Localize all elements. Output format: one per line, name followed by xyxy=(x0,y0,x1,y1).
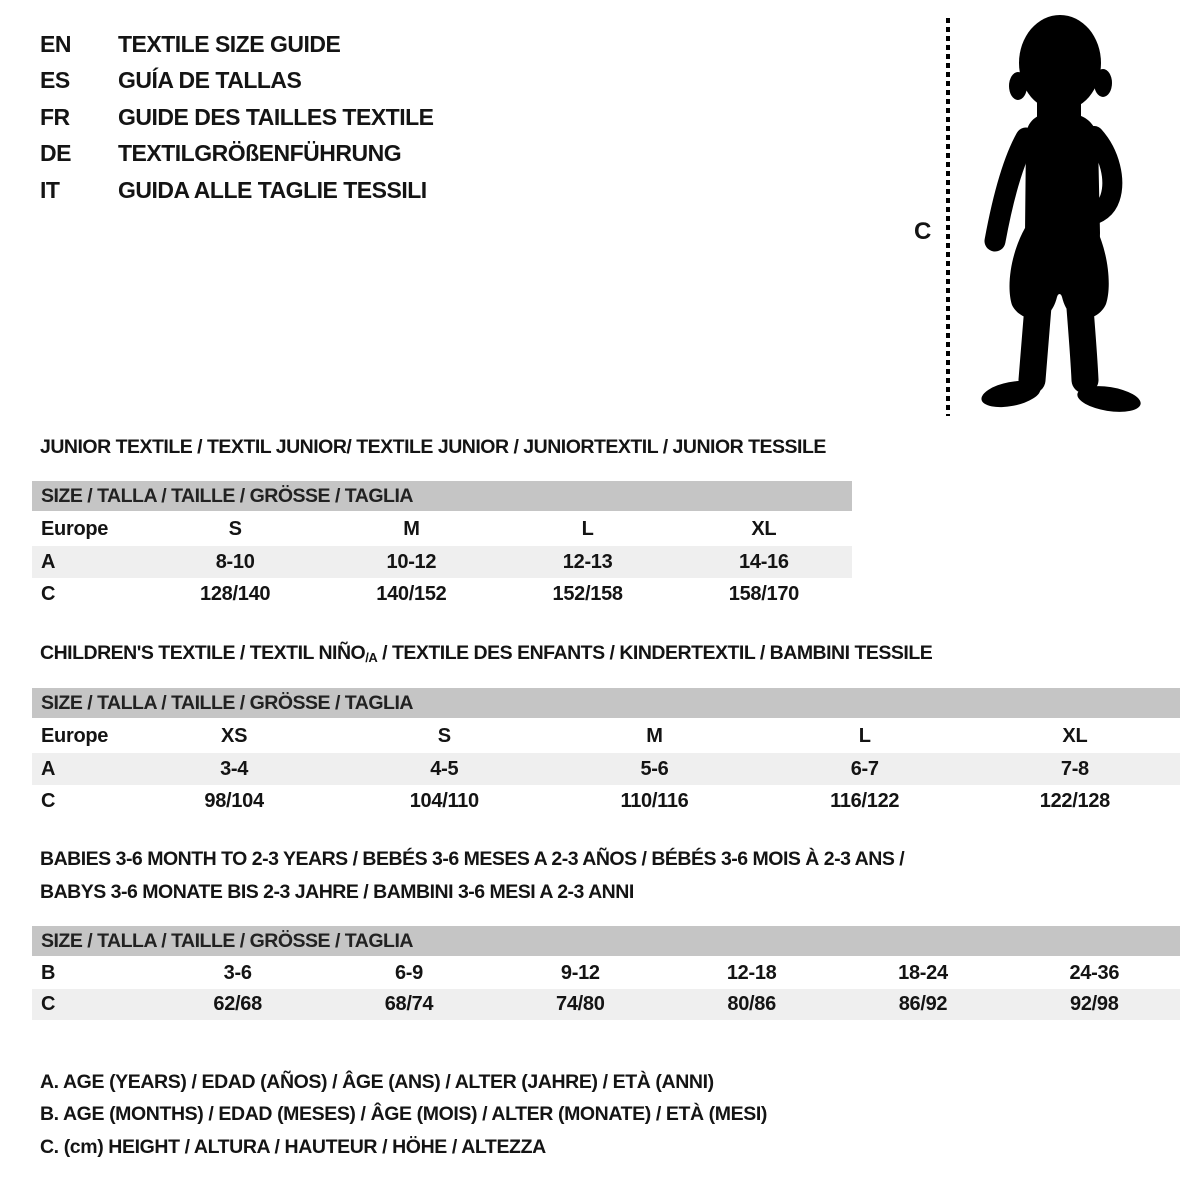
language-code: DE xyxy=(40,140,71,167)
size-column-header: L xyxy=(581,518,594,540)
table-cell: 12-18 xyxy=(726,962,777,984)
language-label: GUIDA ALLE TAGLIE TESSILI xyxy=(118,176,427,203)
children-row-age xyxy=(32,753,1180,785)
table-cell: 122/128 xyxy=(1039,789,1110,812)
language-row-fr xyxy=(40,99,434,136)
children-title-text: CHILDREN'S TEXTILE / TEXTIL NIÑO xyxy=(40,642,366,664)
size-column-header: S xyxy=(228,518,242,540)
table-cell: 92/98 xyxy=(1070,993,1119,1015)
junior-columns-row xyxy=(32,513,852,546)
size-column-header: XS xyxy=(221,725,248,747)
table-cell: 152/158 xyxy=(552,582,623,605)
babies-section-title-line1: BABIES 3-6 MONTH TO 2-3 YEARS / BEBÉS 3-6 MESES A 2-3 AÑOS / BÉBÉS 3-6 MOIS À 2-3 ANS / xyxy=(40,848,905,870)
row-label-cell: C xyxy=(41,993,56,1015)
size-figure xyxy=(900,8,1156,420)
table-cell: 5-6 xyxy=(640,757,669,780)
children-title-subscript: /A xyxy=(365,650,378,665)
table-cell: 3-6 xyxy=(223,962,252,984)
table-cell: 68/74 xyxy=(384,993,434,1015)
table-cell: 3-4 xyxy=(220,757,249,780)
table-cell: 12-13 xyxy=(562,550,613,573)
height-measure-line xyxy=(946,18,950,416)
children-columns-row xyxy=(32,720,1180,753)
table-cell: 158/170 xyxy=(728,582,799,605)
babies-section-title-line2: BABYS 3-6 MONATE BIS 2-3 JAHRE / BAMBINI 3-6 MESI A 2-3 ANNI xyxy=(40,881,634,903)
table-cell: 14-16 xyxy=(739,550,789,573)
children-title-text: / TEXTILE DES ENFANTS / KINDERTEXTIL / BAMBINI TESSILE xyxy=(377,642,933,664)
table-cell: 6-9 xyxy=(394,962,423,984)
babies-size-header-bar: SIZE / TALLA / TAILLE / GRÖSSE / TAGLIA xyxy=(32,926,1180,956)
babies-row-months xyxy=(32,958,1180,989)
junior-row-age xyxy=(32,546,852,578)
legend xyxy=(40,1066,767,1164)
language-row-es xyxy=(40,63,434,100)
table-cell: 128/140 xyxy=(200,582,271,605)
table-cell: 140/152 xyxy=(376,582,447,605)
language-row-de xyxy=(40,136,434,173)
table-cell: 7-8 xyxy=(1060,757,1089,780)
size-column-header: S xyxy=(437,725,451,747)
legend-line-a: A. AGE (YEARS) / EDAD (AÑOS) / ÂGE (ANS) / ALTER (JAHRE) / ETÀ (ANNI) xyxy=(40,1070,714,1093)
table-cell: 74/80 xyxy=(556,993,605,1015)
table-cell: 8-10 xyxy=(215,550,255,573)
size-column-header: M xyxy=(403,518,420,540)
language-label: GUÍA DE TALLAS xyxy=(118,67,302,94)
children-row-height xyxy=(32,785,1180,817)
region-label-cell: Europe xyxy=(41,518,109,540)
size-column-header: XL xyxy=(751,518,777,540)
size-column-header: XL xyxy=(1062,725,1088,747)
table-cell: 98/104 xyxy=(204,789,264,812)
children-size-header-bar: SIZE / TALLA / TAILLE / GRÖSSE / TAGLIA xyxy=(32,688,1180,718)
table-cell: 62/68 xyxy=(213,993,262,1015)
region-label-cell: Europe xyxy=(41,725,109,747)
table-cell: 86/92 xyxy=(898,993,948,1015)
row-label-cell: B xyxy=(41,962,56,984)
size-column-header: L xyxy=(858,725,871,747)
row-label-cell: A xyxy=(41,550,56,573)
table-cell: 10-12 xyxy=(386,550,437,573)
height-measure-label: C xyxy=(914,218,932,245)
language-code: ES xyxy=(40,67,70,94)
language-label: TEXTILGRÖßENFÜHRUNG xyxy=(118,140,402,167)
language-list xyxy=(40,26,434,209)
language-label: GUIDE DES TAILLES TEXTILE xyxy=(118,103,434,130)
row-label-cell: C xyxy=(41,582,56,605)
language-code: IT xyxy=(40,176,60,203)
toddler-silhouette-icon xyxy=(962,8,1152,418)
table-cell: 80/86 xyxy=(727,993,776,1015)
language-row-en xyxy=(40,26,434,63)
junior-row-height xyxy=(32,578,852,610)
legend-line-c: C. (cm) HEIGHT / ALTURA / HAUTEUR / HÖHE / ALTEZZA xyxy=(40,1135,546,1158)
junior-section-title: JUNIOR TEXTILE / TEXTIL JUNIOR/ TEXTILE JUNIOR / JUNIORTEXTIL / JUNIOR TESSILE xyxy=(40,436,826,458)
language-label: TEXTILE SIZE GUIDE xyxy=(118,30,341,57)
junior-size-header-bar: SIZE / TALLA / TAILLE / GRÖSSE / TAGLIA xyxy=(32,481,852,511)
babies-row-height xyxy=(32,989,1180,1020)
row-label-cell: A xyxy=(41,757,56,780)
size-column-header: M xyxy=(646,725,663,747)
table-cell: 24-36 xyxy=(1069,962,1120,984)
table-cell: 116/122 xyxy=(830,789,900,812)
language-code: EN xyxy=(40,30,71,57)
table-cell: 18-24 xyxy=(898,962,948,984)
language-code: FR xyxy=(40,103,70,130)
table-cell: 110/116 xyxy=(620,789,689,812)
table-cell: 6-7 xyxy=(850,757,879,780)
table-cell: 104/110 xyxy=(409,789,479,812)
row-label-cell: C xyxy=(41,789,56,812)
children-section-title xyxy=(40,642,932,665)
table-cell: 4-5 xyxy=(430,757,459,780)
table-cell: 9-12 xyxy=(560,962,600,984)
language-row-it xyxy=(40,172,434,209)
legend-line-b: B. AGE (MONTHS) / EDAD (MESES) / ÂGE (MOIS) / ALTER (MONATE) / ETÀ (MESI) xyxy=(40,1103,767,1126)
